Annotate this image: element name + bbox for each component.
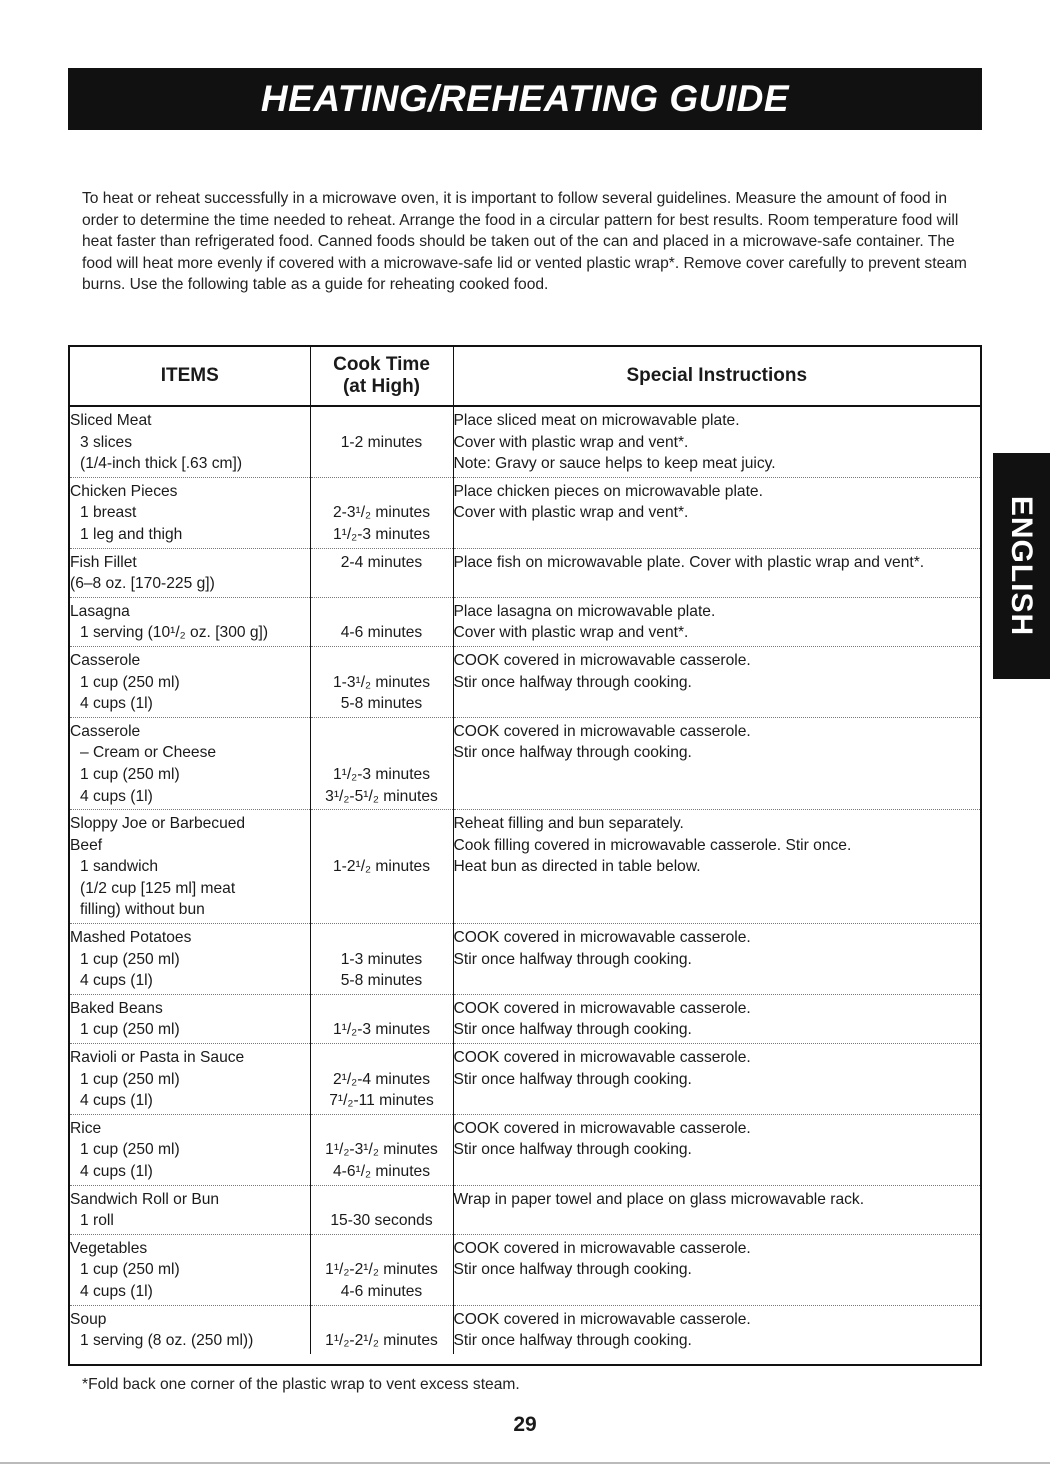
- cook-time-cell-line: 4-6¹/₂ minutes: [332, 1163, 431, 1180]
- cook-time-cell-line: [311, 410, 453, 432]
- item-cell-line: – Cream or Cheese: [80, 744, 217, 762]
- instructions-cell-line: Stir once halfway through cooking.: [453, 950, 692, 968]
- instructions-cell: [453, 810, 980, 924]
- item-cell-line: Lasagna: [70, 602, 130, 620]
- cook-time-cell: [310, 1114, 453, 1185]
- cook-time-cell: [310, 924, 453, 995]
- instructions-cell-line: Stir once halfway through cooking.: [453, 673, 692, 691]
- cook-time-cell-line: [311, 742, 453, 764]
- instructions-cell-line: [454, 764, 981, 786]
- cook-time-header-line2: (at High): [342, 376, 421, 397]
- table-row: [70, 597, 980, 646]
- instructions-cell-line: [454, 1281, 981, 1303]
- cook-time-cell: [310, 1305, 453, 1354]
- item-cell-line: Baked Beans: [70, 999, 163, 1017]
- cook-time-cell-line: 2-4 minutes: [340, 553, 423, 571]
- instructions-cell-line: Place lasagna on microwavable plate.: [453, 602, 716, 620]
- instructions-cell-line: [454, 899, 981, 921]
- item-cell-line: Beef: [70, 836, 103, 854]
- instructions-cell-line: COOK covered in microwavable casserole.: [453, 1310, 751, 1328]
- instructions-cell-line: [454, 693, 981, 715]
- instructions-cell-line: COOK covered in microwavable casserole.: [453, 722, 751, 740]
- page-title: HEATING/REHEATING GUIDE: [260, 78, 790, 119]
- cook-time-cell: [310, 1234, 453, 1305]
- cook-time-cell-line: 1-3¹/₂ minutes: [332, 673, 431, 691]
- item-cell-line: Mashed Potatoes: [70, 929, 192, 947]
- item-cell-line: 4 cups (1l): [80, 1163, 153, 1180]
- cook-time-cell-line: 4-6 minutes: [340, 1282, 423, 1300]
- bottom-divider: [0, 1462, 1050, 1464]
- item-cell: [70, 548, 310, 597]
- item-cell-line: Casserole: [70, 722, 141, 740]
- table-header-row: [70, 347, 980, 406]
- item-cell: [70, 810, 310, 924]
- intro-paragraph: To heat or reheat successfully in a microwave oven, it is important to follow several guidelines. Measure the amount of food in order to determine the time needed to reheat. Arrange the food in a circular pattern for best results. Room temperature food will heat faster than refrigerated food. Canned foods should be taken out of the can and placed in a microwave-safe container. The food will heat more evenly if covered with a microwave-safe lid or vented plastic wrap*. Remove cover carefully to prevent steam burns. Use the following table as a guide for reheating cooked food.: [82, 190, 967, 294]
- cook-time-cell: [310, 646, 453, 717]
- cook-time-cell-line: 7¹/₂-11 minutes: [329, 1092, 434, 1110]
- instructions-cell-line: Stir once halfway through cooking.: [453, 1021, 692, 1039]
- item-cell-line: 1 serving (10¹/₂ oz. [300 g]): [80, 624, 269, 642]
- cook-time-cell: [310, 1044, 453, 1115]
- items-header: ITEMS: [70, 347, 310, 406]
- item-cell-line: Rice: [70, 1119, 102, 1137]
- cook-time-cell-line: 1-2¹/₂ minutes: [332, 858, 431, 876]
- instructions-cell: [453, 994, 980, 1043]
- item-cell: [70, 1185, 310, 1234]
- cook-time-header: [310, 347, 453, 406]
- item-cell-line: (1/4-inch thick [.63 cm]): [80, 455, 243, 473]
- table-row: [70, 717, 980, 809]
- item-cell-line: 1 cup (250 ml): [80, 1141, 180, 1159]
- instructions-cell: [453, 717, 980, 809]
- instructions-cell-line: [454, 786, 981, 808]
- instructions-cell-line: [454, 573, 981, 595]
- table-row: [70, 477, 980, 548]
- instructions-cell-line: [454, 1161, 981, 1183]
- item-cell-line: 1 leg and thigh: [80, 525, 183, 543]
- table-row: [70, 1044, 980, 1115]
- instructions-cell: [453, 597, 980, 646]
- cook-time-cell-line: 1-3 minutes: [340, 950, 423, 968]
- item-cell-line: Soup: [70, 1310, 107, 1328]
- instructions-cell-line: Reheat filling and bun separately.: [453, 815, 684, 833]
- instructions-cell-line: [454, 878, 981, 900]
- cook-time-cell-line: [311, 998, 453, 1020]
- cook-time-cell: [310, 477, 453, 548]
- instructions-cell-line: [454, 1090, 981, 1112]
- instructions-cell: [453, 1044, 980, 1115]
- item-cell: [70, 1044, 310, 1115]
- table-body: [70, 406, 980, 1354]
- instructions-cell-line: [454, 1210, 981, 1232]
- instructions-cell-line: Stir once halfway through cooking.: [453, 1261, 692, 1279]
- reheating-table: [70, 347, 980, 1354]
- item-cell-line: 1 cup (250 ml): [80, 1070, 180, 1088]
- item-cell: [70, 994, 310, 1043]
- item-cell-line: (6–8 oz. [170-225 g]): [70, 575, 215, 593]
- cook-time-header-line1: Cook Time: [333, 354, 430, 375]
- instructions-cell-line: Wrap in paper towel and place on glass microwavable rack.: [453, 1190, 865, 1208]
- cook-time-cell-line: [311, 601, 453, 623]
- cook-time-cell: [310, 597, 453, 646]
- item-cell: [70, 406, 310, 477]
- instructions-cell-line: Cover with plastic wrap and vent*.: [453, 624, 689, 642]
- cook-time-cell: [310, 548, 453, 597]
- cook-time-cell-line: [311, 650, 453, 672]
- instructions-cell-line: Place chicken pieces on microwavable plate.: [453, 482, 763, 500]
- cook-time-cell: [310, 717, 453, 809]
- instructions-cell: [453, 1234, 980, 1305]
- cook-time-cell-line: 2-3¹/₂ minutes: [332, 504, 431, 522]
- instructions-cell-line: Stir once halfway through cooking.: [453, 1332, 692, 1350]
- instructions-cell: [453, 1305, 980, 1354]
- cook-time-cell-line: 3¹/₂-5¹/₂ minutes: [325, 787, 438, 805]
- item-cell: [70, 597, 310, 646]
- instructions-cell-line: [454, 524, 981, 546]
- table-row: [70, 810, 980, 924]
- instructions-cell: [453, 1185, 980, 1234]
- instructions-cell-line: COOK covered in microwavable casserole.: [453, 929, 751, 947]
- item-cell-line: 4 cups (1l): [80, 1092, 153, 1110]
- item-cell-line: 1 cup (250 ml): [80, 1261, 180, 1279]
- cook-time-cell-line: 15-30 seconds: [330, 1212, 433, 1230]
- table-row: [70, 1234, 980, 1305]
- item-cell-line: filling) without bun: [80, 901, 205, 919]
- instructions-cell-line: [454, 970, 981, 992]
- item-cell: [70, 646, 310, 717]
- instructions-cell-line: Cover with plastic wrap and vent*.: [453, 504, 689, 522]
- item-cell: [70, 1114, 310, 1185]
- item-cell: [70, 477, 310, 548]
- cook-time-cell-line: 2¹/₂-4 minutes: [332, 1070, 431, 1088]
- instructions-cell-line: COOK covered in microwavable casserole.: [453, 1049, 751, 1067]
- table-row: [70, 994, 980, 1043]
- cook-time-cell: [310, 810, 453, 924]
- item-cell-line: 4 cups (1l): [80, 695, 153, 713]
- cook-time-cell: [310, 994, 453, 1043]
- instructions-cell-line: Place fish on microwavable plate. Cover with plastic wrap and vent*.: [453, 553, 925, 571]
- item-cell-line: 1 sandwich: [80, 858, 159, 876]
- table-row: [70, 1305, 980, 1354]
- cook-time-cell-line: 1¹/₂-2¹/₂ minutes: [325, 1261, 438, 1279]
- cook-time-cell-line: 1¹/₂-3 minutes: [332, 1021, 431, 1039]
- title-banner: [68, 68, 982, 130]
- item-cell-line: Ravioli or Pasta in Sauce: [70, 1049, 245, 1067]
- table-row: [70, 924, 980, 995]
- item-cell-line: 1 serving (8 oz. (250 ml)): [80, 1332, 254, 1350]
- cook-time-cell-line: 1¹/₂-3 minutes: [332, 525, 431, 543]
- cook-time-cell: [310, 406, 453, 477]
- cook-time-cell-line: 5-8 minutes: [340, 695, 423, 713]
- cook-time-cell-line: [311, 1309, 453, 1331]
- instructions-cell: [453, 1114, 980, 1185]
- instructions-cell: [453, 477, 980, 548]
- item-cell-line: 4 cups (1l): [80, 787, 153, 805]
- page-number: 29: [513, 1413, 537, 1436]
- footnote: *Fold back one corner of the plastic wrap to vent excess steam.: [82, 1376, 520, 1393]
- cook-time-cell-line: 1-2 minutes: [340, 433, 423, 451]
- item-cell-line: Chicken Pieces: [70, 482, 178, 500]
- item-cell-line: Sliced Meat: [70, 412, 152, 429]
- cook-time-cell-line: [311, 1047, 453, 1069]
- cook-time-cell-line: 1¹/₂-3¹/₂ minutes: [325, 1141, 438, 1159]
- instructions-cell-line: COOK covered in microwavable casserole.: [453, 1239, 751, 1257]
- table-row: [70, 1114, 980, 1185]
- item-cell-line: Vegetables: [70, 1239, 148, 1257]
- table-row: [70, 646, 980, 717]
- cook-time-cell-line: [311, 573, 453, 595]
- instructions-cell-line: Heat bun as directed in table below.: [453, 858, 701, 876]
- instructions-cell-line: Cover with plastic wrap and vent*.: [453, 433, 689, 451]
- item-cell-line: Sandwich Roll or Bun: [70, 1190, 220, 1208]
- cook-time-cell-line: [311, 878, 453, 900]
- cook-time-cell-line: [311, 835, 453, 857]
- item-cell-line: 4 cups (1l): [80, 1282, 153, 1300]
- item-cell-line: 1 cup (250 ml): [80, 765, 180, 783]
- item-cell-line: 1 breast: [80, 504, 137, 522]
- cook-time-cell-line: 5-8 minutes: [340, 972, 423, 990]
- cook-time-cell-line: [311, 453, 453, 475]
- cook-time-cell-line: [311, 1238, 453, 1260]
- cook-time-cell-line: [311, 1118, 453, 1140]
- instructions-cell-line: Cook filling covered in microwavable casserole. Stir once.: [453, 836, 852, 854]
- instructions-cell: [453, 924, 980, 995]
- instructions-cell-line: Stir once halfway through cooking.: [453, 1070, 692, 1088]
- item-cell-line: Fish Fillet: [70, 553, 137, 571]
- table-row: [70, 548, 980, 597]
- cook-time-cell-line: [311, 813, 453, 835]
- instructions-cell-line: COOK covered in microwavable casserole.: [453, 651, 751, 669]
- item-cell: [70, 1234, 310, 1305]
- instructions-cell: [453, 406, 980, 477]
- instructions-cell-line: COOK covered in microwavable casserole.: [453, 999, 751, 1017]
- instructions-cell: [453, 548, 980, 597]
- language-tab: [993, 453, 1050, 679]
- item-cell-line: 4 cups (1l): [80, 972, 153, 990]
- instructions-cell-line: COOK covered in microwavable casserole.: [453, 1119, 751, 1137]
- table-row: [70, 406, 980, 477]
- cook-time-cell-line: [311, 899, 453, 921]
- table-row: [70, 1185, 980, 1234]
- instructions-cell-line: Note: Gravy or sauce helps to keep meat juicy.: [453, 455, 776, 473]
- cook-time-cell: [310, 1185, 453, 1234]
- instructions-cell: [453, 646, 980, 717]
- cook-time-cell-line: [311, 1189, 453, 1211]
- item-cell: [70, 924, 310, 995]
- instructions-cell-line: Stir once halfway through cooking.: [453, 1141, 692, 1159]
- cook-time-cell-line: [311, 721, 453, 743]
- special-instructions-header: Special Instructions: [453, 347, 980, 406]
- item-cell-line: Casserole: [70, 651, 141, 669]
- item-cell-line: (1/2 cup [125 ml] meat: [80, 879, 236, 897]
- cook-time-cell-line: 1¹/₂-3 minutes: [332, 765, 431, 783]
- instructions-cell-line: Place sliced meat on microwavable plate.: [453, 412, 740, 429]
- item-cell: [70, 717, 310, 809]
- language-tab-label: ENGLISH: [1005, 495, 1039, 637]
- item-cell-line: 1 cup (250 ml): [80, 673, 180, 691]
- item-cell-line: Sloppy Joe or Barbecued: [70, 815, 246, 833]
- item-cell-line: 3 slices: [80, 433, 132, 451]
- cook-time-cell-line: [311, 481, 453, 503]
- instructions-cell-line: Stir once halfway through cooking.: [453, 744, 692, 762]
- reheating-table-frame: [68, 345, 982, 1366]
- item-cell: [70, 1305, 310, 1354]
- cook-time-cell-line: 4-6 minutes: [340, 624, 423, 642]
- item-cell-line: 1 roll: [80, 1212, 114, 1230]
- item-cell-line: 1 cup (250 ml): [80, 1021, 180, 1039]
- cook-time-cell-line: 1¹/₂-2¹/₂ minutes: [325, 1332, 438, 1350]
- cook-time-cell-line: [311, 927, 453, 949]
- item-cell-line: 1 cup (250 ml): [80, 950, 180, 968]
